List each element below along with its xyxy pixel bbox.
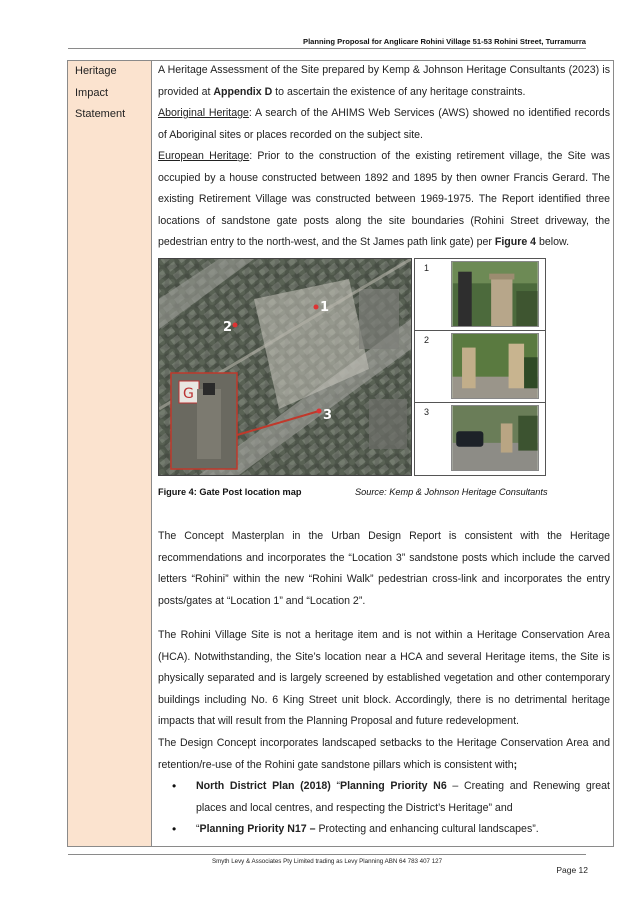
row-label-line-2: Impact xyxy=(75,86,109,99)
row-label-line-3: Statement xyxy=(75,108,126,120)
aerial-map-image xyxy=(159,259,411,475)
map-marker-1: 1 xyxy=(320,300,330,315)
bullet-item-2: “Planning Priority N17 – Protecting and enhancing cultural landscapes”. xyxy=(196,823,539,835)
footer-rule xyxy=(68,854,586,855)
european-heritage-label: European Heritage xyxy=(158,150,250,162)
concept-masterplan-paragraph: The Concept Masterplan in the Urban Design Report is consistent with the Heritage recommendations and incorporates the “Location 3” sandstone posts which include the carved letters “Rohini” within the new “Rohini Walk” pedestrian cross-link and incorporates the entry posts/gates at “Location 1” and “Location 2”. xyxy=(158,530,610,607)
map-marker-2: 2 xyxy=(223,320,233,335)
figure-caption: Figure 4: Gate Post location map xyxy=(158,487,302,497)
map-marker-dot-1 xyxy=(314,305,319,310)
map-marker-3: 3 xyxy=(323,408,333,423)
row-label-cell xyxy=(68,61,152,846)
bullet-item-1: North District Plan (2018) “Planning Priority N6 – Creating and Renewing great places and local centres, and respecting the District’s Heritage” and xyxy=(196,780,610,814)
photo-label-2: 2 xyxy=(424,335,430,345)
photo-cell-1 xyxy=(415,259,545,331)
gate-post-photo-panel xyxy=(414,258,546,476)
photo-label-3: 3 xyxy=(424,407,430,417)
appendix-reference: Appendix D xyxy=(213,85,273,98)
map-marker-dot-2 xyxy=(233,323,238,328)
map-marker-dot-3 xyxy=(317,409,322,414)
figure-reference: Figure 4 xyxy=(494,236,537,248)
page-number: Page 12 xyxy=(556,865,588,875)
gate-post-location-map xyxy=(158,258,412,476)
european-heritage-paragraph: European Heritage: Prior to the construction of the existing retirement village, the Site was occupied by a house constructed between 1892 and 1895 by then owner Francis Gerard. The existing Retirement Village was constructed between 1969-1975. The Report identified three locations of sandstone gate posts along the site boundaries (Rohini Street driveway, the pedestrian entry to the north-west, and the St James path link gate) per Figure 4 below. xyxy=(158,150,610,248)
figure-source: Source: Kemp & Johnson Heritage Consultants xyxy=(355,487,548,497)
gate-post-photo-3 xyxy=(451,405,539,471)
row-label-line-1: Heritage xyxy=(75,65,117,77)
gate-post-photo-1 xyxy=(451,261,539,327)
photo-label-1: 1 xyxy=(424,263,430,273)
gate-post-photo-2 xyxy=(451,333,539,399)
aboriginal-heritage-label: Aboriginal Heritage xyxy=(158,107,249,119)
footer-company: Smyth Levy & Associates Pty Limited trading as Levy Planning ABN 64 783 407 127 xyxy=(211,858,443,865)
bullet-marker-2: • xyxy=(172,822,177,836)
header-rule xyxy=(68,48,586,49)
site-heritage-paragraph: The Rohini Village Site is not a heritage item and is not within a Heritage Conservation Area (HCA). Notwithstanding, the Site’s location near a HCA and several Heritage items, the Site is physically separated and is largely screened by established vegetation and other contemporary buildings including No. 6 King Street unit block. Accordingly, there is no detrimental heritage impacts that will result from the Planning Proposal and future redevelopment. xyxy=(158,629,610,727)
svg-text:G: G xyxy=(183,386,194,402)
photo-cell-3 xyxy=(415,403,545,475)
page-header-title: Planning Proposal for Anglicare Rohini Village 51-53 Rohini Street, Turramurra xyxy=(303,37,586,46)
aboriginal-heritage-paragraph: Aboriginal Heritage: A search of the AHIMS Web Services (AWS) showed no identified records of Aboriginal sites or places recorded on the subject site. xyxy=(158,107,610,141)
bullet-marker-1: • xyxy=(172,779,177,793)
photo-cell-2 xyxy=(415,331,545,403)
design-concept-paragraph: The Design Concept incorporates landscaped setbacks to the Heritage Conservation Area and retention/re-use of the Rohini gate sandstone pillars which is consistent with; xyxy=(158,737,610,771)
intro-paragraph: A Heritage Assessment of the Site prepared by Kemp & Johnson Heritage Consultants (2023) is provided at Appendix D to ascertain the existence of any heritage constraints. xyxy=(158,64,610,98)
